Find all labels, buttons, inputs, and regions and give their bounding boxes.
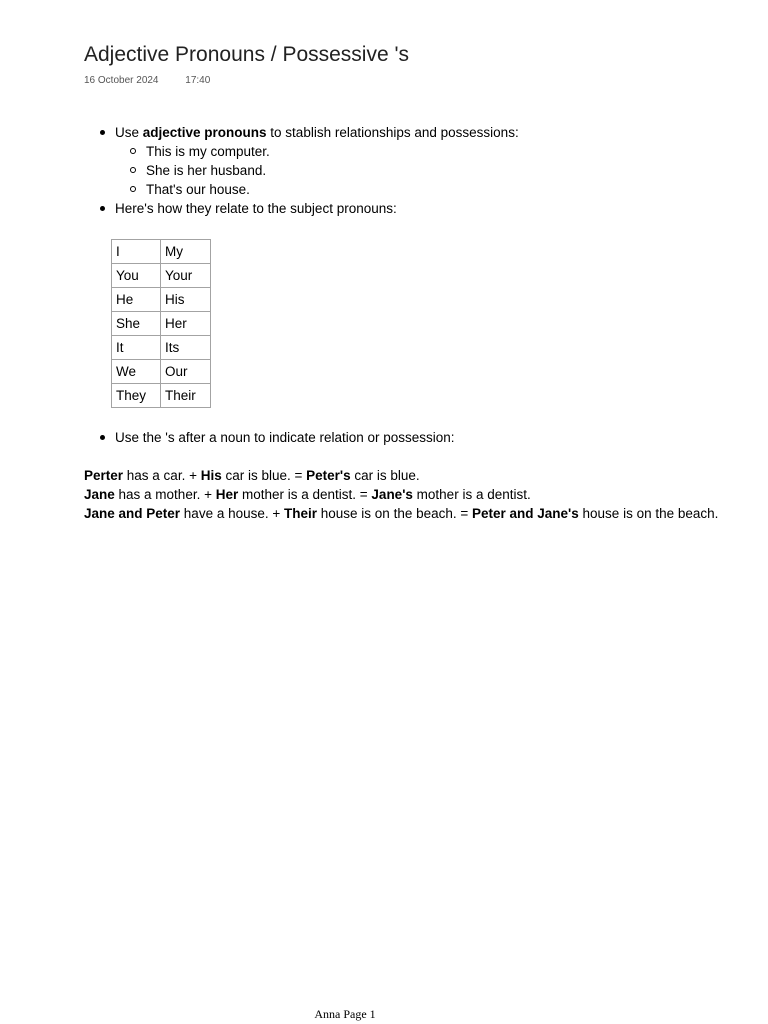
pronoun-table xyxy=(111,239,211,408)
sub-example-item: This is my computer. xyxy=(115,142,764,161)
adjective-pronoun-cell: Your xyxy=(161,264,211,288)
bullet1-prefix: Use xyxy=(115,125,143,140)
example-segment: car is blue. = xyxy=(221,468,307,483)
page-title: Adjective Pronouns / Possessive 's xyxy=(84,43,409,66)
example-segment: house is on the beach. xyxy=(578,506,719,521)
note-body xyxy=(84,123,764,218)
sub-example-item: She is her husband. xyxy=(115,161,764,180)
subject-pronoun-cell: You xyxy=(112,264,161,288)
table-row xyxy=(112,384,211,408)
example-line xyxy=(84,466,768,485)
sub-example-item: That's our house. xyxy=(115,180,764,199)
example-segment: has a mother. + xyxy=(114,487,216,502)
adjective-pronoun-cell: Her xyxy=(161,312,211,336)
example-segment: His xyxy=(200,468,222,483)
subject-pronoun-cell: He xyxy=(112,288,161,312)
note-body-possessive xyxy=(84,428,764,447)
example-segment: Peter's xyxy=(306,468,351,483)
example-segment: mother is a dentist. xyxy=(412,487,531,502)
bullet-possessive-s: Use the 's after a noun to indicate relation or possession: xyxy=(84,428,764,447)
subject-pronoun-cell: She xyxy=(112,312,161,336)
example-segment: Their xyxy=(284,506,318,521)
example-segment: has a car. + xyxy=(123,468,201,483)
bullet1-bold: adjective pronouns xyxy=(142,125,267,140)
example-segment: Perter xyxy=(84,468,124,483)
example-segment: Peter and Jane's xyxy=(472,506,579,521)
example-sublist xyxy=(115,142,764,199)
page-footer: Anna Page 1 xyxy=(314,1007,376,1021)
adjective-pronoun-cell: Its xyxy=(161,336,211,360)
note-date: 16 October 2024 xyxy=(84,75,159,86)
example-segment: Jane xyxy=(84,487,115,502)
adjective-pronoun-cell: Our xyxy=(161,360,211,384)
table-row xyxy=(112,336,211,360)
table-row xyxy=(112,360,211,384)
example-segment: Her xyxy=(215,487,239,502)
adjective-pronoun-cell: His xyxy=(161,288,211,312)
note-time: 17:40 xyxy=(185,75,211,86)
example-segment: house is on the beach. = xyxy=(317,506,473,521)
adjective-pronoun-cell: My xyxy=(161,240,211,264)
subject-pronoun-cell: It xyxy=(112,336,161,360)
bullet-list xyxy=(84,428,764,447)
table-row xyxy=(112,288,211,312)
subject-pronoun-cell: They xyxy=(112,384,161,408)
example-segment: Jane's xyxy=(371,487,413,502)
table-row xyxy=(112,312,211,336)
note-metadata xyxy=(84,75,210,86)
example-line xyxy=(84,504,768,523)
bullet-subject-pronouns: Here's how they relate to the subject pronouns: xyxy=(84,199,764,218)
table-row xyxy=(112,240,211,264)
adjective-pronoun-cell: Their xyxy=(161,384,211,408)
example-line xyxy=(84,485,768,504)
table-row xyxy=(112,264,211,288)
example-segment: have a house. + xyxy=(180,506,284,521)
subject-pronoun-cell: We xyxy=(112,360,161,384)
bullet1-suffix: to stablish relationships and possessions: xyxy=(266,125,519,140)
example-segment: Jane and Peter xyxy=(84,506,181,521)
subject-pronoun-cell: I xyxy=(112,240,161,264)
example-segment: mother is a dentist. = xyxy=(238,487,372,502)
possessive-examples xyxy=(84,466,768,523)
bullet-adjective-pronouns xyxy=(84,123,764,199)
example-segment: car is blue. xyxy=(350,468,420,483)
bullet-list xyxy=(84,123,764,218)
